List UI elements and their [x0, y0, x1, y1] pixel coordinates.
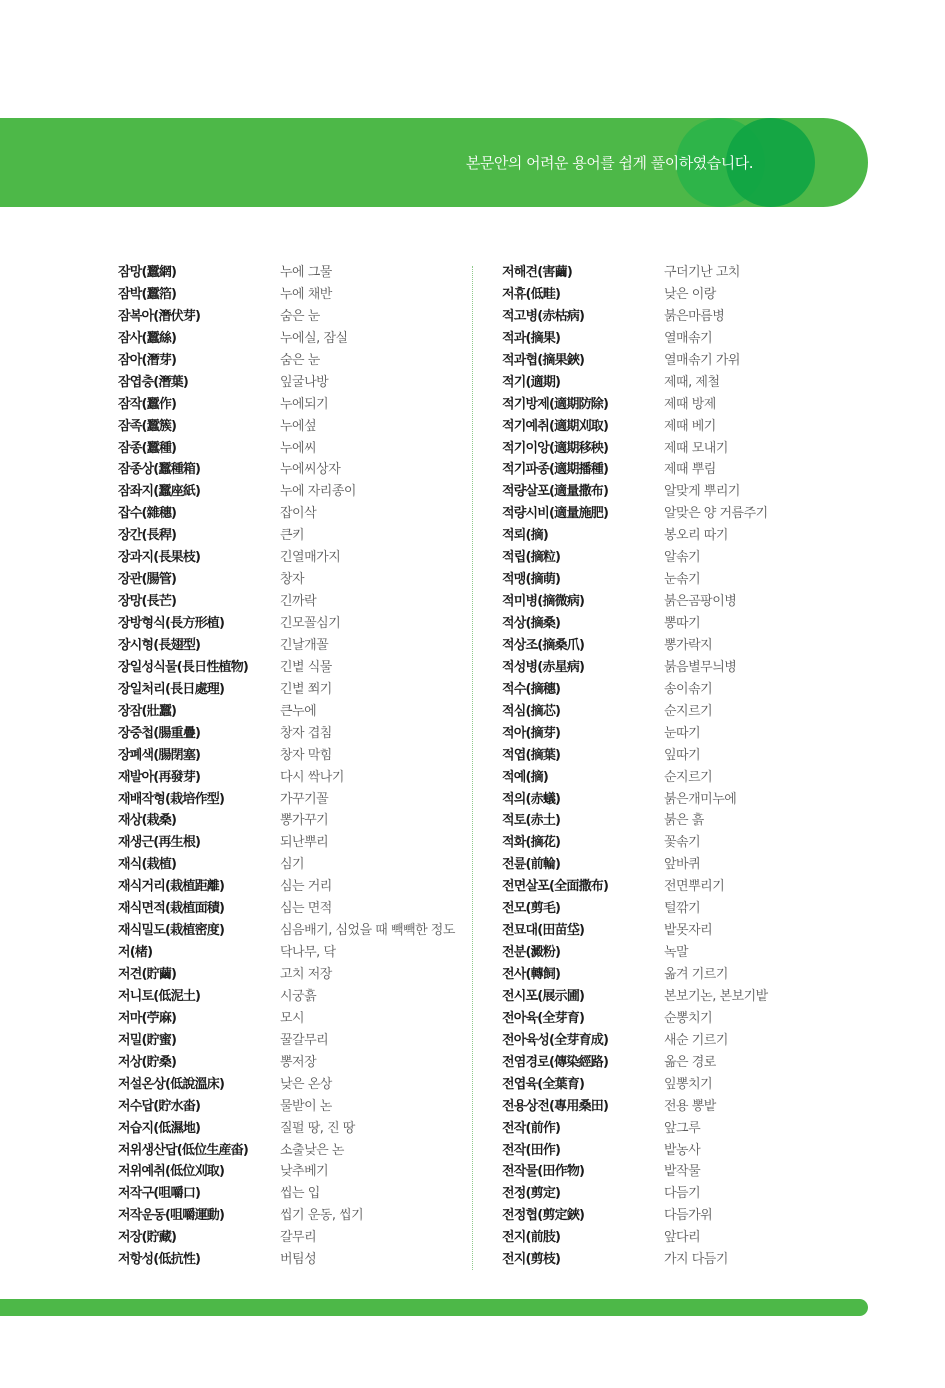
- glossary-definition: 눈따기: [664, 725, 701, 741]
- glossary-term: 적기방제(適期防除): [502, 396, 609, 412]
- glossary-entry: [118, 1074, 468, 1096]
- glossary-term: 전시포(展示圃): [502, 988, 585, 1004]
- glossary-definition: 다듬가위: [664, 1208, 713, 1224]
- glossary-entry: [118, 547, 468, 569]
- glossary-entry: [118, 1118, 468, 1140]
- glossary-definition: 털깎기: [664, 901, 701, 917]
- glossary-definition: 뽕저장: [280, 1054, 317, 1070]
- glossary-entry: [502, 832, 832, 854]
- glossary-definition: 낮은 이랑: [664, 286, 716, 302]
- glossary-term: 적과(摘果): [502, 330, 561, 346]
- glossary-entry: [502, 1161, 832, 1183]
- glossary-entry: [502, 789, 832, 811]
- glossary-definition: 긴볕 쬐기: [280, 681, 332, 697]
- glossary-entry: [502, 372, 832, 394]
- glossary-entry: [502, 306, 832, 328]
- glossary-definition: 창자: [280, 572, 305, 588]
- glossary-definition: 송이솎기: [664, 681, 713, 697]
- glossary-definition: 제때, 제철: [664, 374, 720, 390]
- glossary-term: 잠족(蠶簇): [118, 418, 177, 434]
- glossary-definition: 긴날개꼴: [280, 637, 329, 653]
- glossary-definition: 녹말: [664, 945, 689, 961]
- glossary-definition: 붉음별무늬병: [664, 659, 737, 675]
- glossary-term: 저휴(低畦): [502, 286, 561, 302]
- glossary-definition: 시궁흙: [280, 988, 317, 1004]
- glossary-entry: [502, 1227, 832, 1249]
- glossary-term: 적화(摘花): [502, 835, 561, 851]
- glossary-entry: [502, 986, 832, 1008]
- glossary-definition: 누에 채반: [280, 286, 332, 302]
- glossary-term: 전지(剪枝): [502, 1252, 561, 1268]
- glossary-term: 전작(田作): [502, 1142, 561, 1158]
- glossary-definition: 잡이삭: [280, 506, 317, 522]
- glossary-definition: 심음배기, 심었을 때 빽빽한 정도: [280, 923, 455, 939]
- glossary-entry: [118, 1096, 468, 1118]
- glossary-entry: [502, 964, 832, 986]
- glossary-definition: 누에씨상자: [280, 462, 341, 478]
- glossary-entry: [502, 679, 832, 701]
- glossary-term: 재발아(再發芽): [118, 769, 201, 785]
- column-divider: [472, 266, 473, 1270]
- glossary-definition: 긴볕 식물: [280, 659, 332, 675]
- glossary-term: 전분(澱粉): [502, 945, 561, 961]
- glossary-definition: 붉은 흙: [664, 813, 704, 829]
- glossary-term: 전아육성(全芽育成): [502, 1032, 609, 1048]
- glossary-definition: 알솎기: [664, 550, 701, 566]
- glossary-definition: 본보기논, 본보기밭: [664, 988, 768, 1004]
- glossary-entry: [118, 1140, 468, 1162]
- glossary-definition: 눈솎기: [664, 572, 701, 588]
- glossary-term: 재상(栽桑): [118, 813, 177, 829]
- glossary-term: 저마(苧麻): [118, 1010, 177, 1026]
- glossary-term: 잠작(蠶作): [118, 396, 177, 412]
- glossary-definition: 밭농사: [664, 1142, 701, 1158]
- glossary-entry: [118, 284, 468, 306]
- glossary-definition: 갈무리: [280, 1230, 317, 1246]
- glossary-entry: [118, 1183, 468, 1205]
- glossary-definition: 긴열매가지: [280, 550, 341, 566]
- glossary-definition: 고치 저장: [280, 967, 332, 982]
- glossary-term: 적상조(摘桑爪): [502, 637, 585, 653]
- glossary-term: 장망(長芒): [118, 594, 177, 610]
- glossary-definition: 앞바퀴: [664, 857, 701, 873]
- glossary-entry: [118, 262, 468, 284]
- glossary-entry: [502, 745, 832, 767]
- glossary-definition: 되난뿌리: [280, 835, 329, 851]
- glossary-definition: 가지 다듬기: [664, 1252, 728, 1268]
- glossary-term: 적뢰(摘): [502, 528, 548, 544]
- glossary-entry: [118, 438, 468, 460]
- glossary-definition: 새순 기르기: [664, 1032, 728, 1048]
- glossary-definition: 긴모꼴심기: [280, 616, 341, 631]
- glossary-term: 전용상전(專用桑田): [502, 1098, 609, 1114]
- glossary-term: 잠종상(蠶種箱): [118, 462, 201, 478]
- glossary-term: 장과지(長果枝): [118, 550, 201, 566]
- glossary-entry: [118, 1249, 468, 1271]
- glossary-definition: 누에되기: [280, 396, 329, 412]
- glossary-entry: [502, 1008, 832, 1030]
- glossary-term: 저(楮): [118, 945, 153, 961]
- glossary-definition: 제때 베기: [664, 418, 716, 434]
- glossary-term: 저수답(貯水畓): [118, 1098, 201, 1114]
- footer-bar: [0, 1299, 868, 1316]
- glossary-definition: 잎굴나방: [280, 374, 329, 390]
- glossary-definition: 긴까락: [280, 594, 317, 610]
- glossary-entry: [502, 569, 832, 591]
- glossary-definition: 꿀갈무리: [280, 1032, 329, 1048]
- glossary-entry: [118, 306, 468, 328]
- glossary-entry: [118, 503, 468, 525]
- glossary-entry: [502, 920, 832, 942]
- glossary-column-right: [502, 262, 832, 1271]
- glossary-entry: [502, 876, 832, 898]
- glossary-entry: [502, 613, 832, 635]
- glossary-definition: 버팀성: [280, 1252, 317, 1268]
- glossary-term: 적과협(摘果鋏): [502, 352, 585, 368]
- glossary-definition: 알맞게 뿌리기: [664, 484, 740, 500]
- glossary-entry: [502, 547, 832, 569]
- glossary-entry: [502, 591, 832, 613]
- glossary-entry: [118, 723, 468, 745]
- glossary-term: 전작(前作): [502, 1120, 561, 1136]
- glossary-term: 장중첩(腸重疊): [118, 725, 201, 741]
- glossary-entry: [118, 459, 468, 481]
- glossary-term: 재식밀도(栽植密度): [118, 923, 225, 939]
- glossary-definition: 숨은 눈: [280, 308, 320, 324]
- glossary-definition: 누에씨: [280, 440, 317, 456]
- glossary-term: 적상(摘桑): [502, 616, 561, 631]
- glossary-definition: 누에 자리종이: [280, 484, 356, 500]
- glossary-entry: [118, 876, 468, 898]
- glossary-definition: 다시 싹나기: [280, 769, 344, 785]
- glossary-entry: [118, 767, 468, 789]
- glossary-definition: 전용 뽕밭: [664, 1098, 716, 1114]
- glossary-definition: 앞그루: [664, 1120, 701, 1136]
- glossary-term: 잠아(潛芽): [118, 352, 177, 368]
- glossary-definition: 구더기난 고치: [664, 265, 740, 280]
- glossary-entry: [118, 964, 468, 986]
- glossary-term: 저항성(低抗性): [118, 1252, 201, 1268]
- glossary-entry: [502, 898, 832, 920]
- glossary-term: 재식거리(栽植距離): [118, 879, 225, 895]
- glossary-definition: 창자 겹침: [280, 725, 332, 741]
- glossary-term: 저밀(貯蜜): [118, 1032, 177, 1048]
- glossary-definition: 뽕따기: [664, 616, 701, 631]
- glossary-term: 저습지(低濕地): [118, 1120, 201, 1136]
- glossary-definition: 물받이 논: [280, 1098, 332, 1114]
- glossary-definition: 제때 모내기: [664, 440, 728, 456]
- glossary-entry: [502, 328, 832, 350]
- glossary-definition: 앞다리: [664, 1230, 701, 1246]
- glossary-definition: 누에실, 잠실: [280, 330, 348, 346]
- glossary-entry: [118, 898, 468, 920]
- glossary-entry: [502, 767, 832, 789]
- glossary-term: 적성병(赤星病): [502, 659, 585, 675]
- glossary-term: 적엽(摘葉): [502, 747, 561, 763]
- glossary-term: 적맹(摘萌): [502, 572, 561, 588]
- glossary-term: 적토(赤土): [502, 813, 561, 829]
- glossary-definition: 순뽕치기: [664, 1010, 713, 1026]
- glossary-entry: [118, 1008, 468, 1030]
- glossary-definition: 낮은 온상: [280, 1076, 332, 1092]
- glossary-entry: [502, 701, 832, 723]
- glossary-definition: 꽃솎기: [664, 835, 701, 851]
- glossary-entry: [118, 679, 468, 701]
- glossary-term: 적량시비(適量施肥): [502, 506, 609, 522]
- glossary-term: 전정(剪定): [502, 1186, 561, 1202]
- glossary-entry: [118, 1205, 468, 1227]
- glossary-term: 전묘대(田苗垈): [502, 923, 585, 939]
- glossary-term: 잠엽충(潛葉): [118, 374, 188, 390]
- glossary-entry: [118, 1161, 468, 1183]
- glossary-definition: 순지르기: [664, 769, 713, 785]
- glossary-definition: 질펄 땅, 진 땅: [280, 1120, 355, 1136]
- glossary-entry: [502, 459, 832, 481]
- glossary-definition: 열매솎기: [664, 330, 713, 346]
- glossary-entry: [502, 284, 832, 306]
- glossary-definition: 창자 막힘: [280, 747, 332, 763]
- glossary-definition: 잎따기: [664, 747, 701, 763]
- glossary-definition: 큰키: [280, 528, 305, 544]
- glossary-term: 적고병(赤枯病): [502, 308, 585, 324]
- glossary-definition: 심는 거리: [280, 879, 332, 895]
- glossary-term: 전작물(田作物): [502, 1164, 585, 1180]
- glossary-definition: 제때 방제: [664, 396, 716, 412]
- glossary-entry: [118, 1030, 468, 1052]
- glossary-term: 전지(前肢): [502, 1230, 561, 1246]
- glossary-entry: [118, 416, 468, 438]
- glossary-entry: [118, 701, 468, 723]
- glossary-term: 장방형식(長方形植): [118, 616, 225, 631]
- glossary-entry: [118, 394, 468, 416]
- glossary-term: 적기(適期): [502, 374, 561, 390]
- glossary-entry: [118, 1052, 468, 1074]
- glossary-term: 저작운동(咀嚼運動): [118, 1208, 225, 1224]
- glossary-term: 잠망(蠶網): [118, 265, 177, 280]
- glossary-definition: 붉은곰팡이병: [664, 594, 737, 610]
- glossary-entry: [502, 1118, 832, 1140]
- glossary-definition: 숨은 눈: [280, 352, 320, 368]
- glossary-column-left: [118, 262, 468, 1271]
- glossary-definition: 순지르기: [664, 703, 713, 719]
- glossary-entry: [118, 854, 468, 876]
- glossary-definition: 씹기 운동, 씹기: [280, 1208, 364, 1224]
- glossary-term: 적미병(摘微病): [502, 594, 585, 610]
- glossary-entry: [502, 723, 832, 745]
- glossary-term: 장폐색(腸閉塞): [118, 747, 201, 763]
- glossary-definition: 뽕가락지: [664, 637, 713, 653]
- glossary-term: 저장(貯藏): [118, 1230, 177, 1246]
- glossary-term: 저해견(害繭): [502, 265, 572, 280]
- glossary-definition: 뽕가꾸기: [280, 813, 329, 829]
- glossary-definition: 밭못자리: [664, 923, 713, 939]
- glossary-entry: [118, 481, 468, 503]
- glossary-term: 잠좌지(蠶座紙): [118, 484, 201, 500]
- glossary-entry: [502, 394, 832, 416]
- glossary-definition: 닥나무, 닥: [280, 945, 336, 961]
- glossary-definition: 붉은마름병: [664, 308, 725, 324]
- header-banner: [0, 118, 868, 207]
- glossary-term: 적기이앙(適期移秧): [502, 440, 609, 456]
- glossary-definition: 심기: [280, 857, 305, 873]
- glossary-entry: [118, 832, 468, 854]
- glossary-definition: 붉은개미누에: [664, 791, 737, 807]
- glossary-term: 전사(轉飼): [502, 967, 561, 982]
- glossary-term: 적아(摘芽): [502, 725, 561, 741]
- glossary-definition: 제때 뿌림: [664, 462, 716, 478]
- glossary-term: 잠복아(潛伏芽): [118, 308, 201, 324]
- glossary-definition: 소출낮은 논: [280, 1142, 344, 1158]
- glossary-entry: [502, 635, 832, 657]
- glossary-entry: [502, 1249, 832, 1271]
- glossary-term: 적의(赤蟻): [502, 791, 561, 807]
- glossary-term: 잠사(蠶絲): [118, 330, 177, 346]
- glossary-entry: [502, 1183, 832, 1205]
- glossary-term: 저설온상(低說溫床): [118, 1076, 225, 1092]
- glossary-definition: 알맞은 양 거름주기: [664, 506, 768, 522]
- glossary-entry: [118, 525, 468, 547]
- glossary-term: 장일성식물(長日性植物): [118, 659, 249, 675]
- glossary-term: 전모(剪毛): [502, 901, 561, 917]
- glossary-entry: [118, 591, 468, 613]
- glossary-definition: 가꾸기꼴: [280, 791, 329, 807]
- glossary-entry: [502, 854, 832, 876]
- glossary-term: 적기예취(適期刈取): [502, 418, 609, 434]
- glossary-term: 잡수(雜穗): [118, 506, 177, 522]
- glossary-term: 잠박(蠶箔): [118, 286, 177, 302]
- glossary-definition: 누에 그물: [280, 265, 332, 280]
- glossary-entry: [502, 942, 832, 964]
- glossary-entry: [502, 503, 832, 525]
- glossary-term: 전염경로(傳染經路): [502, 1054, 609, 1070]
- glossary-term: 저니토(低泥土): [118, 988, 201, 1004]
- glossary-definition: 옮은 경로: [664, 1054, 716, 1070]
- glossary-term: 저위생산답(低位生産畓): [118, 1142, 249, 1158]
- glossary-entry: [118, 986, 468, 1008]
- glossary-term: 잠종(蠶種): [118, 440, 177, 456]
- glossary-entry: [118, 789, 468, 811]
- glossary-term: 전륜(前輪): [502, 857, 561, 873]
- glossary-term: 장간(長稈): [118, 528, 177, 544]
- glossary-entry: [118, 328, 468, 350]
- glossary-entry: [118, 942, 468, 964]
- glossary-term: 장잠(壯蠶): [118, 703, 177, 719]
- glossary-term: 저견(貯繭): [118, 967, 177, 982]
- glossary-entry: [502, 810, 832, 832]
- glossary-entry: [502, 438, 832, 460]
- glossary-definition: 잎뽕치기: [664, 1076, 713, 1092]
- glossary-definition: 다듬기: [664, 1186, 701, 1202]
- glossary-definition: 모시: [280, 1010, 305, 1026]
- glossary-definition: 옮겨 기르기: [664, 967, 728, 982]
- glossary-entry: [502, 481, 832, 503]
- glossary-entry: [502, 525, 832, 547]
- glossary-entry: [118, 657, 468, 679]
- glossary-definition: 심는 면적: [280, 901, 332, 917]
- glossary-entry: [502, 657, 832, 679]
- glossary-definition: 봉오리 따기: [664, 528, 728, 544]
- glossary-entry: [502, 1074, 832, 1096]
- glossary-entry: [502, 1205, 832, 1227]
- glossary-definition: 낮추베기: [280, 1164, 329, 1180]
- glossary-term: 적수(摘穗): [502, 681, 561, 697]
- glossary-entry: [502, 416, 832, 438]
- glossary-entry: [502, 1030, 832, 1052]
- glossary-term: 장일처리(長日處理): [118, 681, 225, 697]
- glossary-entry: [118, 1227, 468, 1249]
- glossary-entry: [502, 262, 832, 284]
- glossary-term: 전아육(全芽育): [502, 1010, 585, 1026]
- glossary-term: 재배작형(栽培作型): [118, 791, 225, 807]
- glossary-term: 전정협(剪定鋏): [502, 1208, 585, 1224]
- glossary-term: 전면살포(全面撒布): [502, 879, 609, 895]
- glossary-entry: [502, 1140, 832, 1162]
- glossary-term: 적심(摘芯): [502, 703, 561, 719]
- glossary-entry: [118, 613, 468, 635]
- glossary-term: 적립(摘粒): [502, 550, 561, 566]
- glossary-entry: [118, 569, 468, 591]
- glossary-entry: [118, 810, 468, 832]
- glossary-term: 적량살포(適量撒布): [502, 484, 609, 500]
- glossary-term: 저위예취(低位刈取): [118, 1164, 225, 1180]
- glossary-definition: 큰누에: [280, 703, 317, 719]
- glossary-entry: [118, 745, 468, 767]
- glossary-entry: [502, 1096, 832, 1118]
- glossary-term: 재생근(再生根): [118, 835, 201, 851]
- glossary-term: 적기파종(適期播種): [502, 462, 609, 478]
- glossary-definition: 전면뿌리기: [664, 879, 725, 895]
- glossary-entry: [118, 372, 468, 394]
- glossary-entry: [118, 350, 468, 372]
- glossary-term: 장시형(長翅型): [118, 637, 201, 653]
- glossary-term: 장관(腸管): [118, 572, 177, 588]
- glossary-term: 저작구(咀嚼口): [118, 1186, 201, 1202]
- glossary-definition: 열매솎기 가위: [664, 352, 740, 368]
- glossary-term: 전엽육(全葉育): [502, 1076, 585, 1092]
- glossary-term: 적예(摘): [502, 769, 548, 785]
- glossary-term: 재식면적(栽植面積): [118, 901, 225, 917]
- glossary-entry: [118, 920, 468, 942]
- glossary-definition: 씹는 입: [280, 1186, 320, 1202]
- glossary-definition: 누에섶: [280, 418, 317, 434]
- glossary-entry: [502, 350, 832, 372]
- glossary-term: 저상(貯桑): [118, 1054, 177, 1070]
- glossary-entry: [502, 1052, 832, 1074]
- glossary-definition: 밭작물: [664, 1164, 701, 1180]
- header-text: 본문안의 어려운 용어를 쉽게 풀이하였습니다.: [465, 154, 753, 172]
- glossary-entry: [118, 635, 468, 657]
- glossary-term: 재식(栽植): [118, 857, 177, 873]
